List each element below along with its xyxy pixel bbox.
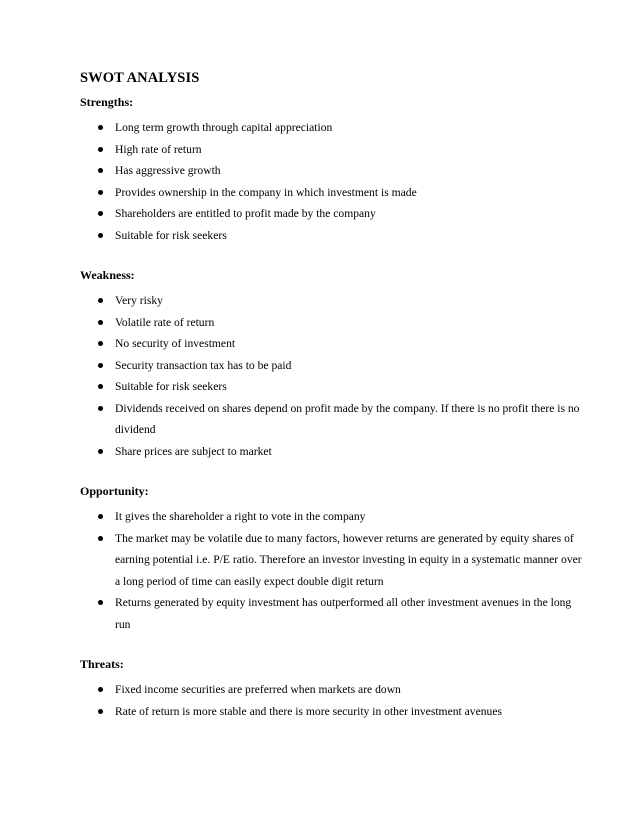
list-item xyxy=(80,528,588,593)
strengths-list xyxy=(80,117,588,246)
list-item xyxy=(80,355,588,377)
list-item-text: It gives the shareholder a right to vote in the company xyxy=(115,510,366,523)
section-heading-weakness: Weakness: xyxy=(80,268,135,282)
list-item-text: Rate of return is more stable and there is more security in other investment avenues xyxy=(115,704,502,718)
list-item-text: Security transaction tax has to be paid xyxy=(115,358,292,372)
list-item xyxy=(80,701,588,723)
bullet-icon xyxy=(98,384,103,389)
list-item xyxy=(80,333,588,355)
bullet-icon xyxy=(98,168,103,173)
list-item-text: Suitable for risk seekers xyxy=(115,380,227,393)
section-heading-strengths: Strengths: xyxy=(80,95,134,109)
list-item xyxy=(80,290,588,312)
bullet-icon xyxy=(98,125,103,130)
list-item-text: Suitable for risk seekers xyxy=(115,228,227,242)
list-item xyxy=(80,398,588,441)
list-item xyxy=(80,312,588,334)
list-item-text: Volatile rate of return xyxy=(115,315,215,329)
list-item xyxy=(80,592,588,635)
list-item-text: Very risky xyxy=(115,294,163,307)
document-title: SWOT ANALYSIS xyxy=(80,70,200,86)
bullet-icon xyxy=(98,687,103,692)
list-item xyxy=(80,117,588,139)
list-item xyxy=(80,376,588,398)
section-heading-threats: Threats: xyxy=(80,657,124,671)
section-opportunity xyxy=(80,482,588,635)
section-heading-opportunity: Opportunity: xyxy=(80,484,149,498)
opportunity-list xyxy=(80,506,588,635)
bullet-icon xyxy=(98,363,103,368)
bullet-icon xyxy=(98,233,103,238)
bullet-icon xyxy=(98,147,103,152)
bullet-icon xyxy=(98,449,103,454)
list-item-text: Shareholders are entitled to profit made by the company xyxy=(115,207,376,220)
list-item xyxy=(80,225,588,247)
list-item xyxy=(80,182,588,204)
list-item xyxy=(80,441,588,463)
list-item xyxy=(80,139,588,161)
bullet-icon xyxy=(98,298,103,303)
list-item-text: Long term growth through capital appreciation xyxy=(115,121,333,134)
section-weakness xyxy=(80,266,588,462)
list-item-text: High rate of return xyxy=(115,142,202,156)
list-item-text: Has aggressive growth xyxy=(115,164,221,177)
section-strengths xyxy=(80,93,588,246)
bullet-icon xyxy=(98,406,103,411)
bullet-icon xyxy=(98,320,103,325)
bullet-icon xyxy=(98,341,103,346)
bullet-icon xyxy=(98,514,103,519)
weakness-list xyxy=(80,290,588,462)
list-item xyxy=(80,506,588,528)
list-item-text: Dividends received on shares depend on profit made by the company. If there is no profit there is no dividend xyxy=(115,401,580,436)
list-item-text: Fixed income securities are preferred when markets are down xyxy=(115,683,401,696)
bullet-icon xyxy=(98,211,103,216)
list-item-text: Returns generated by equity investment has outperformed all other investment avenues in the long run xyxy=(115,596,572,631)
bullet-icon xyxy=(98,709,103,714)
bullet-icon xyxy=(98,190,103,195)
list-item-text: Share prices are subject to market xyxy=(115,444,272,458)
bullet-icon xyxy=(98,600,103,605)
list-item-text: Provides ownership in the company in which investment is made xyxy=(115,185,417,199)
list-item xyxy=(80,679,588,701)
threats-list xyxy=(80,679,588,722)
list-item-text: The market may be volatile due to many factors, however returns are generated by equity shares of earning potential i.e. P/E ratio. Therefore an investor investing in equity in a systematic manner over a long period of time can easily expect double digit return xyxy=(115,531,582,588)
list-item xyxy=(80,160,588,182)
section-threats xyxy=(80,655,588,722)
bullet-icon xyxy=(98,536,103,541)
list-item-text: No security of investment xyxy=(115,337,236,350)
list-item xyxy=(80,203,588,225)
